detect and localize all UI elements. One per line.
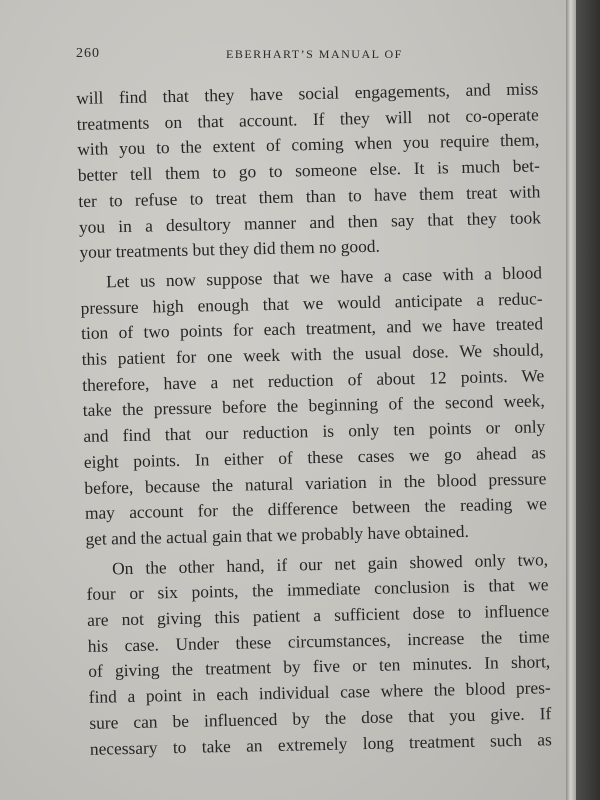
text-line: before, because the natural variation in the blood pressure xyxy=(84,467,547,498)
text-line: therefore, have a net reduction of about 12 points. We xyxy=(82,364,545,395)
page-number: 260 xyxy=(76,46,100,61)
paragraph-3 xyxy=(86,547,552,762)
text-line: four or six points, the immediate conclusion is that we xyxy=(86,574,549,605)
text-line: tion of two points for each treatment, and we have treated xyxy=(80,313,544,344)
text-line: Let us now suppose that we have a case with a blood xyxy=(105,262,543,292)
page-edge xyxy=(566,0,576,800)
text-line: take the pressure before the beginning of the second week, xyxy=(82,390,545,421)
paragraph-1 xyxy=(76,76,542,266)
text-line: pressure high enough that we would anticipate a reduc- xyxy=(80,287,543,318)
running-head: EBERHART’S MANUAL OF xyxy=(226,47,403,61)
dark-background xyxy=(576,0,600,800)
text-line: On the other hand, if our net gain showed only two, xyxy=(111,548,549,579)
text-line: treatments on that account. If they will not co-operate xyxy=(76,104,539,134)
body-text xyxy=(76,76,552,762)
text-line: sure can be influenced by the dose that you give. If xyxy=(89,703,552,733)
text-line: better tell them to go to someone else. It is much bet- xyxy=(77,155,540,186)
text-line: his case. Under these circumstances, increase the time xyxy=(87,625,550,656)
text-line: eight points. In either of these cases we go ahead as xyxy=(83,442,546,472)
text-line: ter to refuse to treat them than to have them treat with xyxy=(78,181,541,211)
text-line: may account for the difference between the reading we xyxy=(84,493,548,524)
text-line: are not giving this patient a sufficient dose to influence xyxy=(86,600,550,630)
text-line: this patient for one week with the usual dose. We should, xyxy=(81,339,544,369)
text-line: will find that they have social engagements, and miss xyxy=(76,78,539,108)
text-line: your treatments but they did them no good. xyxy=(79,235,381,263)
text-line: with you to the extent of coming when you require them, xyxy=(77,129,540,160)
text-line: you in a desultory manner and then say that they took xyxy=(78,206,542,237)
text-line: find a point in each individual case where the blood pres- xyxy=(88,677,551,708)
paragraph-2 xyxy=(80,260,548,552)
text-line: necessary to take an extremely long treatment such as xyxy=(89,728,552,759)
text-line: of giving the treatment by five or ten minutes. In short, xyxy=(88,651,551,682)
text-line: and find that our reduction is only ten points or only xyxy=(83,416,546,447)
text-line: get and the actual gain that we probably have obtained. xyxy=(85,520,470,549)
page-header xyxy=(76,46,546,68)
